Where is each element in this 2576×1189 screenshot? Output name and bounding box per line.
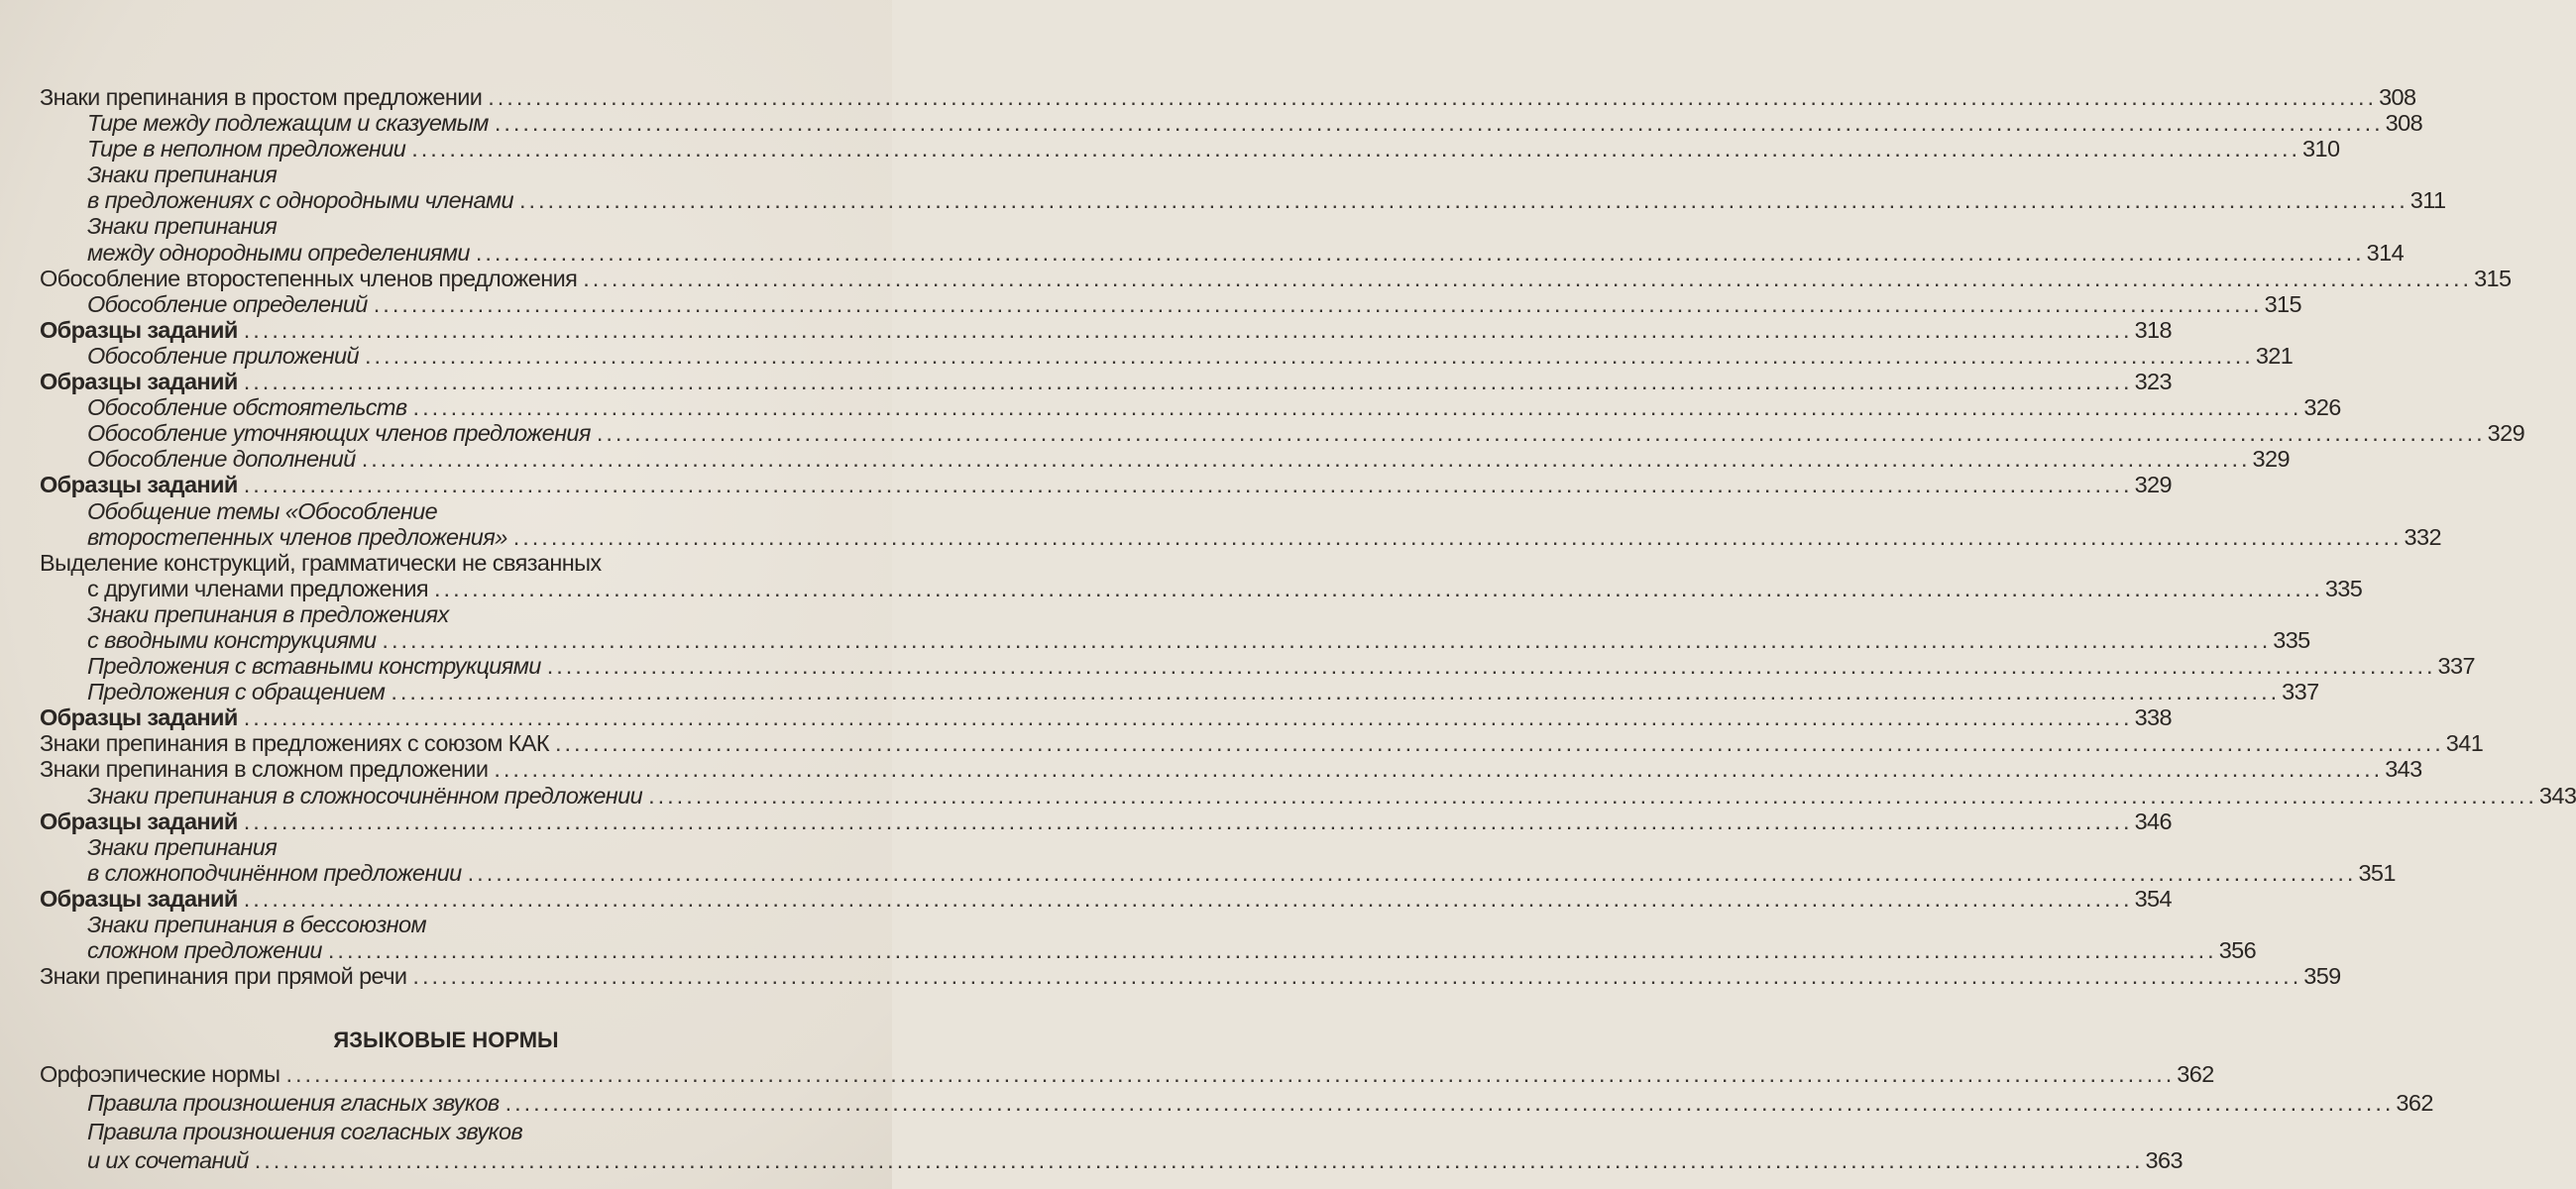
toc-entry-title: Обособление уточняющих членов предложения (87, 420, 591, 447)
toc-entry-title: с вводными конструкциями (87, 626, 377, 653)
toc-entry-title: Образцы заданий (40, 808, 238, 834)
toc-page-number: 314 (2366, 239, 2405, 266)
toc-page-number: 326 (2303, 394, 2341, 421)
toc-entry (40, 937, 2257, 964)
toc-entry-title: Обособление определений (87, 290, 368, 317)
toc-entry-title: Обособление приложений (87, 342, 359, 369)
toc-page-number: 351 (2358, 859, 2396, 886)
toc-page-number: 335 (2324, 575, 2363, 601)
toc-page-number: 338 (2134, 704, 2172, 731)
toc-entry-title: Предложения с вставными конструкциями (87, 653, 541, 680)
toc-entry (40, 782, 2576, 809)
toc-entry-title: Выделение конструкций, грамматически не связанных (40, 549, 602, 576)
toc-page-number: 354 (2134, 885, 2172, 912)
toc-entry-title: Образцы заданий (40, 316, 238, 343)
toc-page-number: 323 (2134, 369, 2172, 395)
toc-entry-title: Знаки препинания при прямой речи (40, 963, 407, 990)
toc-entry (40, 679, 2319, 705)
dot-leader: ........................................................................................................................................................................................................ (504, 1090, 2395, 1116)
toc-entry-line (40, 834, 864, 860)
toc-entry-title: Знаки препинания (87, 833, 278, 860)
toc-entry-line (40, 550, 864, 576)
toc-page-number: 337 (2437, 653, 2475, 680)
dot-leader: ........................................................................................................................................................................................................ (361, 446, 2251, 473)
dot-leader: ........................................................................................................................................................................................................ (243, 369, 2133, 395)
toc-entry-title: Знаки препинания в предложениях (87, 600, 449, 627)
toc-entry (40, 730, 2484, 757)
toc-entry (40, 653, 2475, 680)
toc-page-number: 343 (2385, 756, 2422, 783)
toc-page-number: 310 (2302, 136, 2340, 162)
table-of-contents (40, 84, 2576, 990)
toc-entry (40, 1090, 2433, 1119)
toc-entry (40, 756, 2422, 783)
toc-entry-title: Обособление обстоятельств (87, 394, 407, 421)
dot-leader: ........................................................................................................................................................................................................ (243, 808, 2133, 834)
toc-entry-title: Правила произношения согласных звуков (87, 1119, 523, 1144)
toc-page-number: 311 (2409, 187, 2446, 214)
dot-leader: ........................................................................................................................................................................................................ (488, 84, 2378, 110)
dot-leader: ........................................................................................................................................................................................................ (382, 626, 2272, 653)
dot-leader: ........................................................................................................................................................................................................ (596, 420, 2486, 447)
toc-page-number: 337 (2282, 679, 2319, 705)
toc-entry (40, 342, 2294, 369)
toc-entry (40, 575, 2363, 601)
toc-entry-title: Знаки препинания в предложениях с союзом КАК (40, 730, 549, 757)
toc-page-number: 329 (2134, 472, 2172, 498)
toc-entry (40, 239, 2405, 266)
toc-entry (40, 1147, 2183, 1176)
toc-entry-title: между однородными определениями (87, 239, 470, 266)
dot-leader: ........................................................................................................................................................................................................ (518, 187, 2408, 214)
toc-page-number: 356 (2218, 937, 2257, 964)
toc-entry (40, 963, 2341, 990)
dot-leader: ........................................................................................................................................................................................................ (467, 859, 2357, 886)
toc-entry-title: Орфоэпические нормы (40, 1061, 280, 1087)
toc-entry-title: и их сочетаний (87, 1147, 249, 1173)
toc-entry-line (40, 601, 864, 627)
dot-leader: ........................................................................................................................................................................................................ (494, 110, 2384, 137)
toc-entry-title: Обособление второстепенных членов предложения (40, 265, 578, 291)
toc-entry (40, 885, 2172, 912)
toc-entry-title: Знаки препинания в сложносочинённом предложении (87, 782, 643, 809)
toc-entry-title: Образцы заданий (40, 369, 238, 395)
toc-entry-title: Знаки препинания в сложном предложении (40, 756, 489, 783)
toc-entry-line (40, 1119, 864, 1147)
dot-leader: ........................................................................................................................................................................................................ (365, 342, 2254, 369)
toc-page-number: 363 (2145, 1147, 2183, 1173)
toc-page-number: 329 (2252, 446, 2290, 473)
toc-entry-line (40, 498, 864, 524)
toc-entry-title: сложном предложении (87, 937, 322, 964)
toc-entry-title: в сложноподчинённом предложении (87, 859, 462, 886)
toc-entry-title: Правила произношения гласных звуков (87, 1090, 500, 1116)
dot-leader: ........................................................................................................................................................................................................ (554, 730, 2444, 757)
toc-entry-title: Образцы заданий (40, 704, 238, 731)
dot-leader: ........................................................................................................................................................................................................ (546, 653, 2436, 680)
toc-entry (40, 704, 2172, 731)
toc-entry (40, 472, 2172, 498)
dot-leader: ........................................................................................................................................................................................................ (243, 472, 2133, 498)
dot-leader: ........................................................................................................................................................................................................ (254, 1147, 2144, 1173)
toc-entry (40, 1061, 2214, 1090)
toc-page-number: 341 (2445, 730, 2484, 757)
section-heading: ЯЗЫКОВЫЕ НОРМЫ (333, 1027, 559, 1052)
toc-entry-title: Обособление дополнений (87, 446, 356, 473)
toc-page-number: 359 (2303, 963, 2341, 990)
toc-entry-title: Образцы заданий (40, 885, 238, 912)
dot-leader: ........................................................................................................................................................................................................ (243, 316, 2133, 343)
toc-entry-title: Знаки препинания в простом предложении (40, 84, 483, 110)
toc-entry-title: Знаки препинания (87, 162, 278, 188)
dot-leader: ........................................................................................................................................................................................................ (434, 575, 2323, 601)
toc-entry (40, 187, 2446, 214)
toc-entry-title: Тире в неполном предложении (87, 136, 406, 162)
toc-page-number: 318 (2134, 316, 2172, 343)
toc-entry-title: в предложениях с однородными членами (87, 187, 513, 214)
dot-leader: ........................................................................................................................................................................................................ (475, 239, 2365, 266)
toc-page-number: 362 (2177, 1061, 2214, 1087)
toc-entry (40, 110, 2423, 137)
toc-entry (40, 859, 2396, 886)
toc-page-number: 308 (2379, 84, 2416, 110)
dot-leader: ........................................................................................................................................................................................................ (512, 523, 2403, 550)
toc-page-number: 362 (2396, 1090, 2433, 1116)
toc-entry (40, 523, 2441, 550)
toc-entry-line (40, 213, 864, 239)
toc-page-number: 321 (2255, 342, 2294, 369)
table-of-contents-continued (40, 1061, 2433, 1176)
dot-leader: ........................................................................................................................................................................................................ (648, 782, 2537, 809)
dot-leader: ........................................................................................................................................................................................................ (494, 756, 2384, 783)
toc-entry-title: Образцы заданий (40, 472, 238, 498)
toc-entry (40, 808, 2172, 834)
toc-entry-line (40, 912, 864, 937)
toc-entry-title: Знаки препинания (87, 213, 278, 240)
toc-entry (40, 394, 2341, 421)
toc-entry (40, 84, 2416, 110)
toc-page-number: 315 (2474, 265, 2512, 291)
toc-entry (40, 316, 2172, 343)
toc-entry (40, 136, 2340, 162)
toc-entry (40, 446, 2290, 473)
toc-page-number: 335 (2273, 626, 2310, 653)
toc-entry (40, 369, 2172, 395)
dot-leader: ........................................................................................................................................................................................................ (583, 265, 2473, 291)
toc-page-number: 332 (2404, 523, 2441, 550)
toc-entry-title: Тире между подлежащим и сказуемым (87, 110, 489, 137)
toc-entry-title: с другими членами предложения (87, 575, 429, 601)
dot-leader: ........................................................................................................................................................................................................ (243, 885, 2133, 912)
toc-entry-title: второстепенных членов предложения» (87, 523, 507, 550)
toc-entry-title: Обобщение темы «Обособление (87, 497, 438, 524)
toc-entry-title: Знаки препинания в бессоюзном (87, 912, 426, 937)
toc-entry (40, 420, 2525, 447)
toc-entry (40, 290, 2301, 317)
dot-leader: ........................................................................................................................................................................................................ (412, 394, 2302, 421)
dot-leader: ........................................................................................................................................................................................................ (412, 963, 2302, 990)
toc-page-number: 329 (2487, 420, 2525, 447)
toc-entry-line (40, 162, 864, 187)
dot-leader: ........................................................................................................................................................................................................ (327, 937, 2217, 964)
toc-page-number: 346 (2134, 808, 2172, 834)
toc-page-number: 308 (2385, 110, 2423, 137)
dot-leader: ........................................................................................................................................................................................................ (391, 679, 2281, 705)
toc-entry (40, 626, 2310, 653)
toc-entry (40, 265, 2512, 291)
toc-page-number: 343 (2538, 782, 2576, 809)
dot-leader: ........................................................................................................................................................................................................ (285, 1061, 2176, 1087)
dot-leader: ........................................................................................................................................................................................................ (411, 136, 2301, 162)
dot-leader: ........................................................................................................................................................................................................ (373, 290, 2263, 317)
dot-leader: ........................................................................................................................................................................................................ (243, 704, 2133, 731)
toc-entry-title: Предложения с обращением (87, 679, 386, 705)
toc-page-number: 315 (2264, 290, 2301, 317)
